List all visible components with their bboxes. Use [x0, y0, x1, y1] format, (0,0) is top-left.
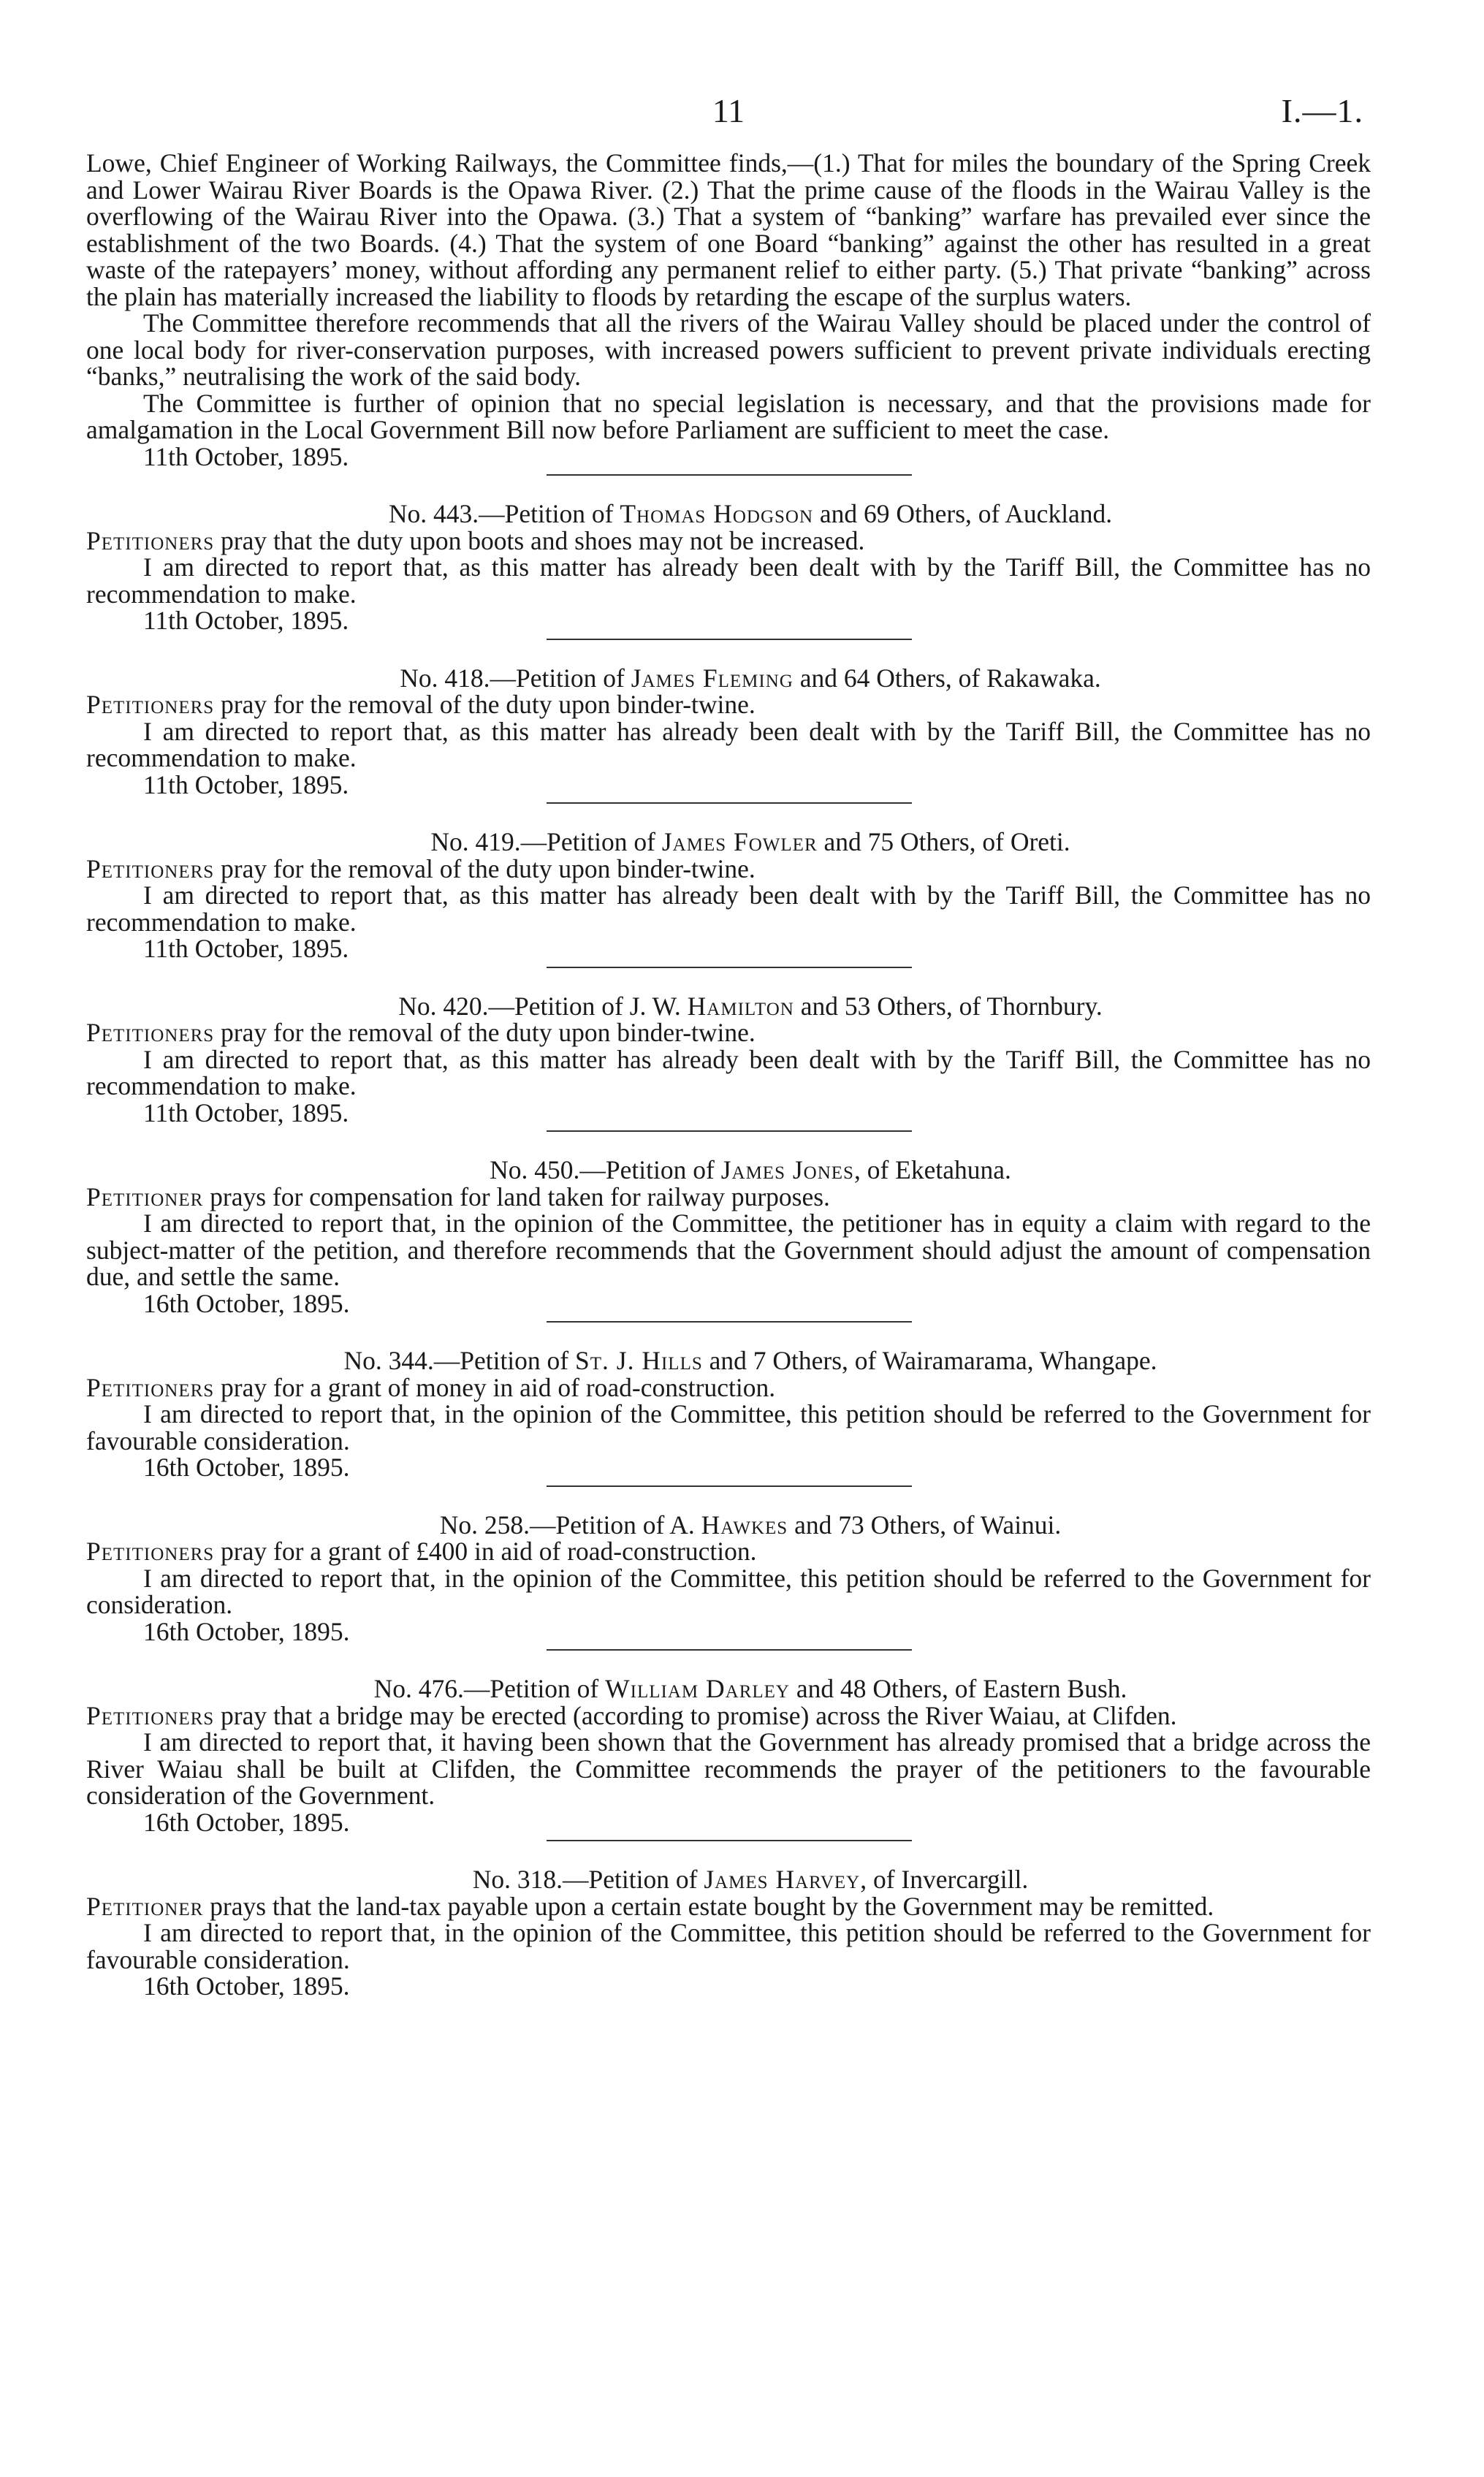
petition-prayer-text: prays for compensation for land taken for railway purposes.: [203, 1182, 830, 1211]
petition-date: 16th October, 1895.: [143, 1807, 350, 1837]
petition-date: 16th October, 1895.: [143, 1616, 350, 1646]
petition-report: I am directed to report that, as this matter has already been dealt with by the Tariff Bill, the Committee has no recommendation to make.: [86, 1044, 1371, 1100]
petition-418: [86, 665, 1371, 799]
petition-date: 11th October, 1895.: [143, 934, 349, 963]
intro-date: 11th October, 1895.: [143, 441, 349, 471]
petition-heading: [86, 993, 1371, 1020]
petition-heading: [86, 1512, 1371, 1539]
petition-prayer-text: pray for a grant of money in aid of road-construction.: [214, 1372, 776, 1402]
petition-heading: [86, 1347, 1371, 1374]
intro-opinion: The Committee is further of opinion that no special legislation is necessary, and that the provisions made for amalgamation in the Local Government Bill now before Parliament are sufficient to meet the case.: [86, 388, 1371, 444]
petition-prefix: —Petition of: [463, 1674, 606, 1703]
petition-prayer: [86, 691, 1371, 718]
petition-suffix: and 64 Others, of Rakawaka.: [793, 663, 1101, 693]
petition-suffix: and 48 Others, of Eastern Bush.: [789, 1674, 1127, 1703]
page-header: [86, 0, 1371, 150]
intro-continuation: Lowe, Chief Engineer of Working Railways, the Committee finds,—(1.) That for miles the boundary of the Spring Creek and Lower Wairau River Boards is the Opawa River. (2.) That the prime cause of the floods in the Wairau Valley is the overflowing of the Wairau River into the Opawa. (3.) That a system of “banking” warfare has prevailed ever since the establishment of the two Boards. (4.) That the system of one Board “banking” against the other has resulted in a great waste of the ratepayers’ money, without affording any permanent relief to either party. (5.) That private “banking” across the plain has materially increased the liability to floods by retarding the escape of the surplus waters.: [86, 148, 1371, 311]
petition-lead: Petitioners: [86, 1537, 215, 1566]
petition-prayer: [86, 1019, 1371, 1046]
section-rule: [547, 1130, 912, 1132]
petition-prayer: [86, 1538, 1371, 1565]
report-body: [86, 150, 1371, 2000]
petition-number: No. 476.: [373, 1674, 464, 1703]
intro-section: [86, 150, 1371, 470]
petition-318: [86, 1866, 1371, 2000]
petitioner-name: James Harvey: [704, 1865, 861, 1894]
petition-date: 16th October, 1895.: [143, 1971, 350, 2001]
petition-date: 11th October, 1895.: [143, 1097, 349, 1127]
petition-suffix: and 75 Others, of Oreti.: [817, 827, 1070, 856]
petition-258: [86, 1512, 1371, 1645]
petition-heading: [86, 1157, 1371, 1184]
petition-heading: [86, 1866, 1371, 1893]
petition-number: No. 420.: [398, 991, 489, 1021]
petition-344: [86, 1347, 1371, 1481]
petition-number: No. 318.: [472, 1865, 563, 1894]
petition-prefix: —Petition of: [563, 1865, 704, 1894]
petition-prefix: —Petition of J. W.: [488, 991, 688, 1021]
petition-date: 11th October, 1895.: [143, 769, 349, 799]
petition-suffix: and 7 Others, of Wairamarama, Whangape.: [702, 1346, 1157, 1375]
petition-number: No. 443.: [388, 499, 479, 528]
petition-heading: [86, 1675, 1371, 1702]
petition-suffix: and 69 Others, of Auckland.: [813, 499, 1113, 528]
petition-prefix: —Petition of: [520, 827, 662, 856]
petition-date: 11th October, 1895.: [143, 606, 349, 635]
petition-date: 16th October, 1895.: [143, 1288, 350, 1318]
petition-report: I am directed to report that, as this matter has already been dealt with by the Tariff Bill, the Committee has no recommendation to make.: [86, 716, 1371, 772]
petition-450: [86, 1157, 1371, 1317]
petition-number: No. 344.: [343, 1346, 434, 1375]
petition-number: No. 419.: [430, 827, 521, 856]
petition-report: I am directed to report that, in the opinion of the Committee, this petition should be referred to the Government for favourable consideration.: [86, 1918, 1371, 1974]
section-rule: [547, 1840, 912, 1841]
petition-lead: Petitioners: [86, 1372, 215, 1402]
petition-report: I am directed to report that, as this matter has already been dealt with by the Tariff Bill, the Committee has no recommendation to make.: [86, 880, 1371, 937]
petitioner-name: James Jones: [720, 1155, 854, 1184]
petition-heading: [86, 501, 1371, 528]
petition-number: No. 418.: [400, 663, 490, 693]
petition-lead: Petitioners: [86, 853, 215, 883]
petition-report: I am directed to report that, in the opinion of the Committee, this petition should be referred to the Government for favourable consideration.: [86, 1399, 1371, 1456]
petition-prayer: [86, 1374, 1371, 1401]
section-rule: [547, 1649, 912, 1651]
petition-prefix: —Petition of: [579, 1155, 721, 1184]
petition-lead: Petitioners: [86, 525, 215, 555]
petition-number: No. 258.: [439, 1510, 530, 1540]
petition-prayer: [86, 1184, 1371, 1211]
petition-lead: Petitioner: [86, 1891, 204, 1921]
petition-prayer: [86, 1893, 1371, 1920]
section-rule: [547, 967, 912, 968]
petition-476: [86, 1675, 1371, 1835]
petition-lead: Petitioners: [86, 1700, 215, 1730]
petition-lead: Petitioners: [86, 690, 215, 719]
intro-recommendation: The Committee therefore recommends that all the rivers of the Wairau Valley should be placed under the control of one local body for river-conservation purposes, with increased powers sufficient to prevent private individuals erecting “banks,” neutralising the work of the said body.: [86, 308, 1371, 391]
petition-prayer: [86, 525, 1371, 555]
petition-prayer-text: pray for a grant of £400 in aid of road-construction.: [214, 1537, 757, 1566]
petitioner-name: Hamilton: [687, 991, 794, 1021]
petitioner-name: St. J. Hills: [575, 1346, 703, 1375]
petition-prefix: —Petition of A.: [529, 1510, 701, 1540]
petition-heading: [86, 829, 1371, 856]
petition-lead: Petitioner: [86, 1182, 204, 1211]
petition-suffix: and 73 Others, of Wainui.: [788, 1510, 1062, 1540]
petition-report: I am directed to report that, in the opinion of the Committee, this petition should be referred to the Government for consideration.: [86, 1563, 1371, 1619]
petition-prefix: —Petition of: [433, 1346, 575, 1375]
section-rule: [547, 802, 912, 804]
petition-suffix: and 53 Others, of Thornbury.: [794, 991, 1103, 1021]
petition-prefix: —Petition of: [490, 663, 631, 693]
petition-prayer: [86, 853, 1371, 883]
section-rule: [547, 1321, 912, 1323]
petition-number: No. 450.: [490, 1155, 580, 1184]
petition-prayer-text: pray for the removal of the duty upon binder-twine.: [214, 1018, 756, 1047]
petition-prayer: [86, 1702, 1371, 1730]
petition-suffix: , of Invercargill.: [860, 1865, 1029, 1894]
petitioner-name: James Fowler: [661, 827, 818, 856]
petition-prayer-text: prays that the land-tax payable upon a certain estate bought by the Government may be remitted.: [203, 1891, 1214, 1921]
petition-suffix: , of Eketahuna.: [853, 1155, 1011, 1184]
petitioner-name: James Fleming: [631, 663, 794, 693]
petitioner-name: Hawkes: [701, 1510, 788, 1540]
petition-report: I am directed to report that, in the opinion of the Committee, the petitioner has in equity a claim with regard to the subject-matter of the petition, and therefore recommends that the Government should adjust the amount of compensation due, and settle the same.: [86, 1209, 1371, 1291]
page-number: 11: [712, 92, 745, 129]
petition-prayer-text: pray for the removal of the duty upon binder-twine.: [214, 853, 756, 883]
petition-prefix: —Petition of: [479, 499, 620, 528]
petition-date: 16th October, 1895.: [143, 1453, 350, 1482]
section-rule: [547, 1485, 912, 1487]
petition-443: [86, 501, 1371, 634]
petitioner-name: Thomas Hodgson: [620, 499, 814, 528]
petition-lead: Petitioners: [86, 1018, 215, 1047]
document-reference: I.—1.: [1281, 92, 1363, 129]
petition-420: [86, 993, 1371, 1127]
section-rule: [547, 474, 912, 476]
petition-419: [86, 829, 1371, 962]
petitioner-name: William Darley: [605, 1674, 790, 1703]
petition-prayer-text: pray that the duty upon boots and shoes may not be increased.: [214, 525, 865, 555]
petition-report: I am directed to report that, as this matter has already been dealt with by the Tariff Bill, the Committee has no recommendation to make.: [86, 552, 1371, 609]
petition-heading: [86, 665, 1371, 692]
petition-report: I am directed to report that, it having been shown that the Government has already promised that a bridge across the River Waiau shall be built at Clifden, the Committee recommends the prayer of the petitioners to the favourable consideration of the Government.: [86, 1727, 1371, 1810]
petition-prayer-text: pray that a bridge may be erected (according to promise) across the River Waiau, at Clifden.: [214, 1700, 1177, 1730]
section-rule: [547, 639, 912, 640]
petition-prayer-text: pray for the removal of the duty upon binder-twine.: [214, 690, 756, 719]
